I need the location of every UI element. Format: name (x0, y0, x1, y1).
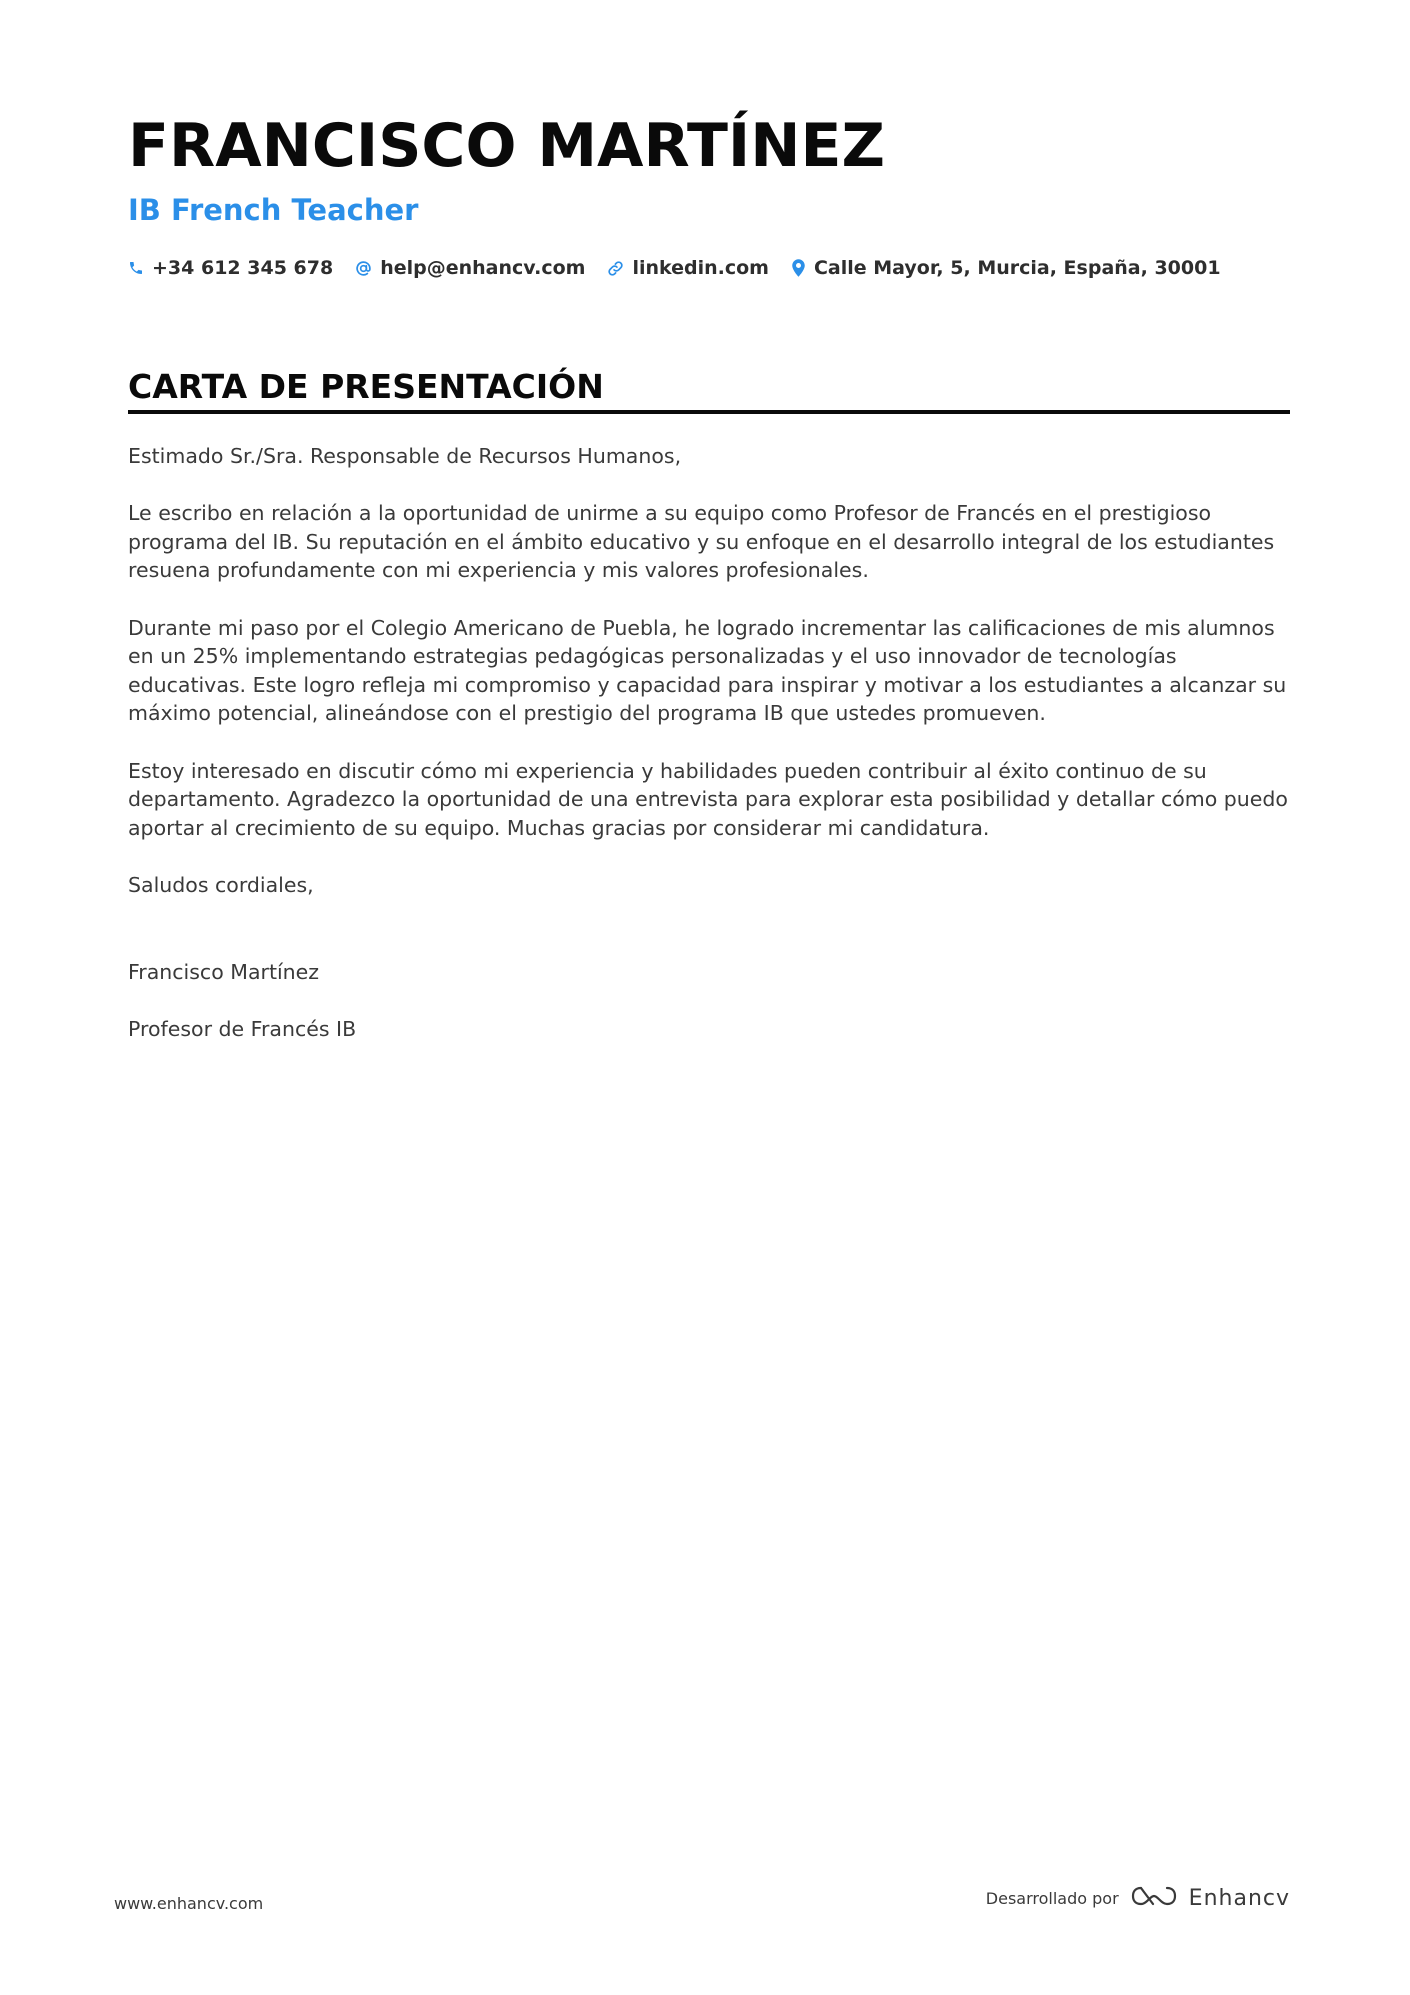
enhancv-logo-icon (1131, 1884, 1177, 1913)
phone-text: +34 612 345 678 (152, 257, 334, 279)
contact-linkedin[interactable] (607, 257, 769, 279)
contact-address (791, 257, 1221, 279)
phone-icon (128, 260, 144, 276)
address-text: Calle Mayor, 5, Murcia, España, 30001 (813, 257, 1221, 279)
candidate-role: IB French Teacher (128, 193, 419, 227)
linkedin-text: linkedin.com (632, 257, 769, 279)
candidate-name: FRANCISCO MARTÍNEZ (128, 111, 885, 181)
section-divider (128, 410, 1290, 414)
letter-body (128, 442, 1290, 1072)
link-icon (607, 260, 624, 277)
location-pin-icon (791, 259, 806, 277)
contact-phone[interactable] (128, 257, 333, 279)
brand-name: Enhancv (1188, 1886, 1290, 1911)
powered-by-label: Desarrollado por (985, 1889, 1119, 1908)
section-title: CARTA DE PRESENTACIÓN (128, 367, 604, 406)
letter-paragraph: Le escribo en relación a la oportunidad de unirme a su equipo como Profesor de Francés en el prestigioso programa del IB. Su reputación en el ámbito educativo y su enfoque en el desarrollo integral de los estudiantes resuena profundamente con mi experiencia y mis valores profesionales. (128, 501, 1275, 583)
contact-bar (128, 253, 1221, 283)
signature-title: Profesor de Francés IB (128, 1016, 357, 1041)
contact-email[interactable] (355, 257, 585, 279)
letter-closing: Saludos cordiales, (128, 872, 314, 897)
footer-powered-by (986, 1884, 1290, 1913)
letter-greeting: Estimado Sr./Sra. Responsable de Recursos Humanos, (128, 444, 682, 468)
email-text: help@enhancv.com (380, 257, 586, 279)
signature-name: Francisco Martínez (128, 959, 320, 984)
at-icon (355, 260, 372, 277)
footer-url[interactable]: www.enhancv.com (114, 1894, 264, 1913)
letter-paragraph: Durante mi paso por el Colegio Americano de Puebla, he logrado incrementar las calificaciones de mis alumnos en un 25% implementando estrategias pedagógicas personalizadas y el uso innovador de tecnologías educativas. Este logro refleja mi compromiso y capacidad para inspirar y motivar a los estudiantes a alcanzar su máximo potencial, alineándose con el prestigio del programa IB que ustedes promueven. (128, 615, 1287, 726)
letter-paragraph: Estoy interesado en discutir cómo mi experiencia y habilidades pueden contribuir al éxito continuo de su departamento. Agradezco la oportunidad de una entrevista para explorar esta posibilidad y detallar cómo puedo aportar al crecimiento de su equipo. Muchas gracias por considerar mi candidatura. (128, 758, 1288, 840)
